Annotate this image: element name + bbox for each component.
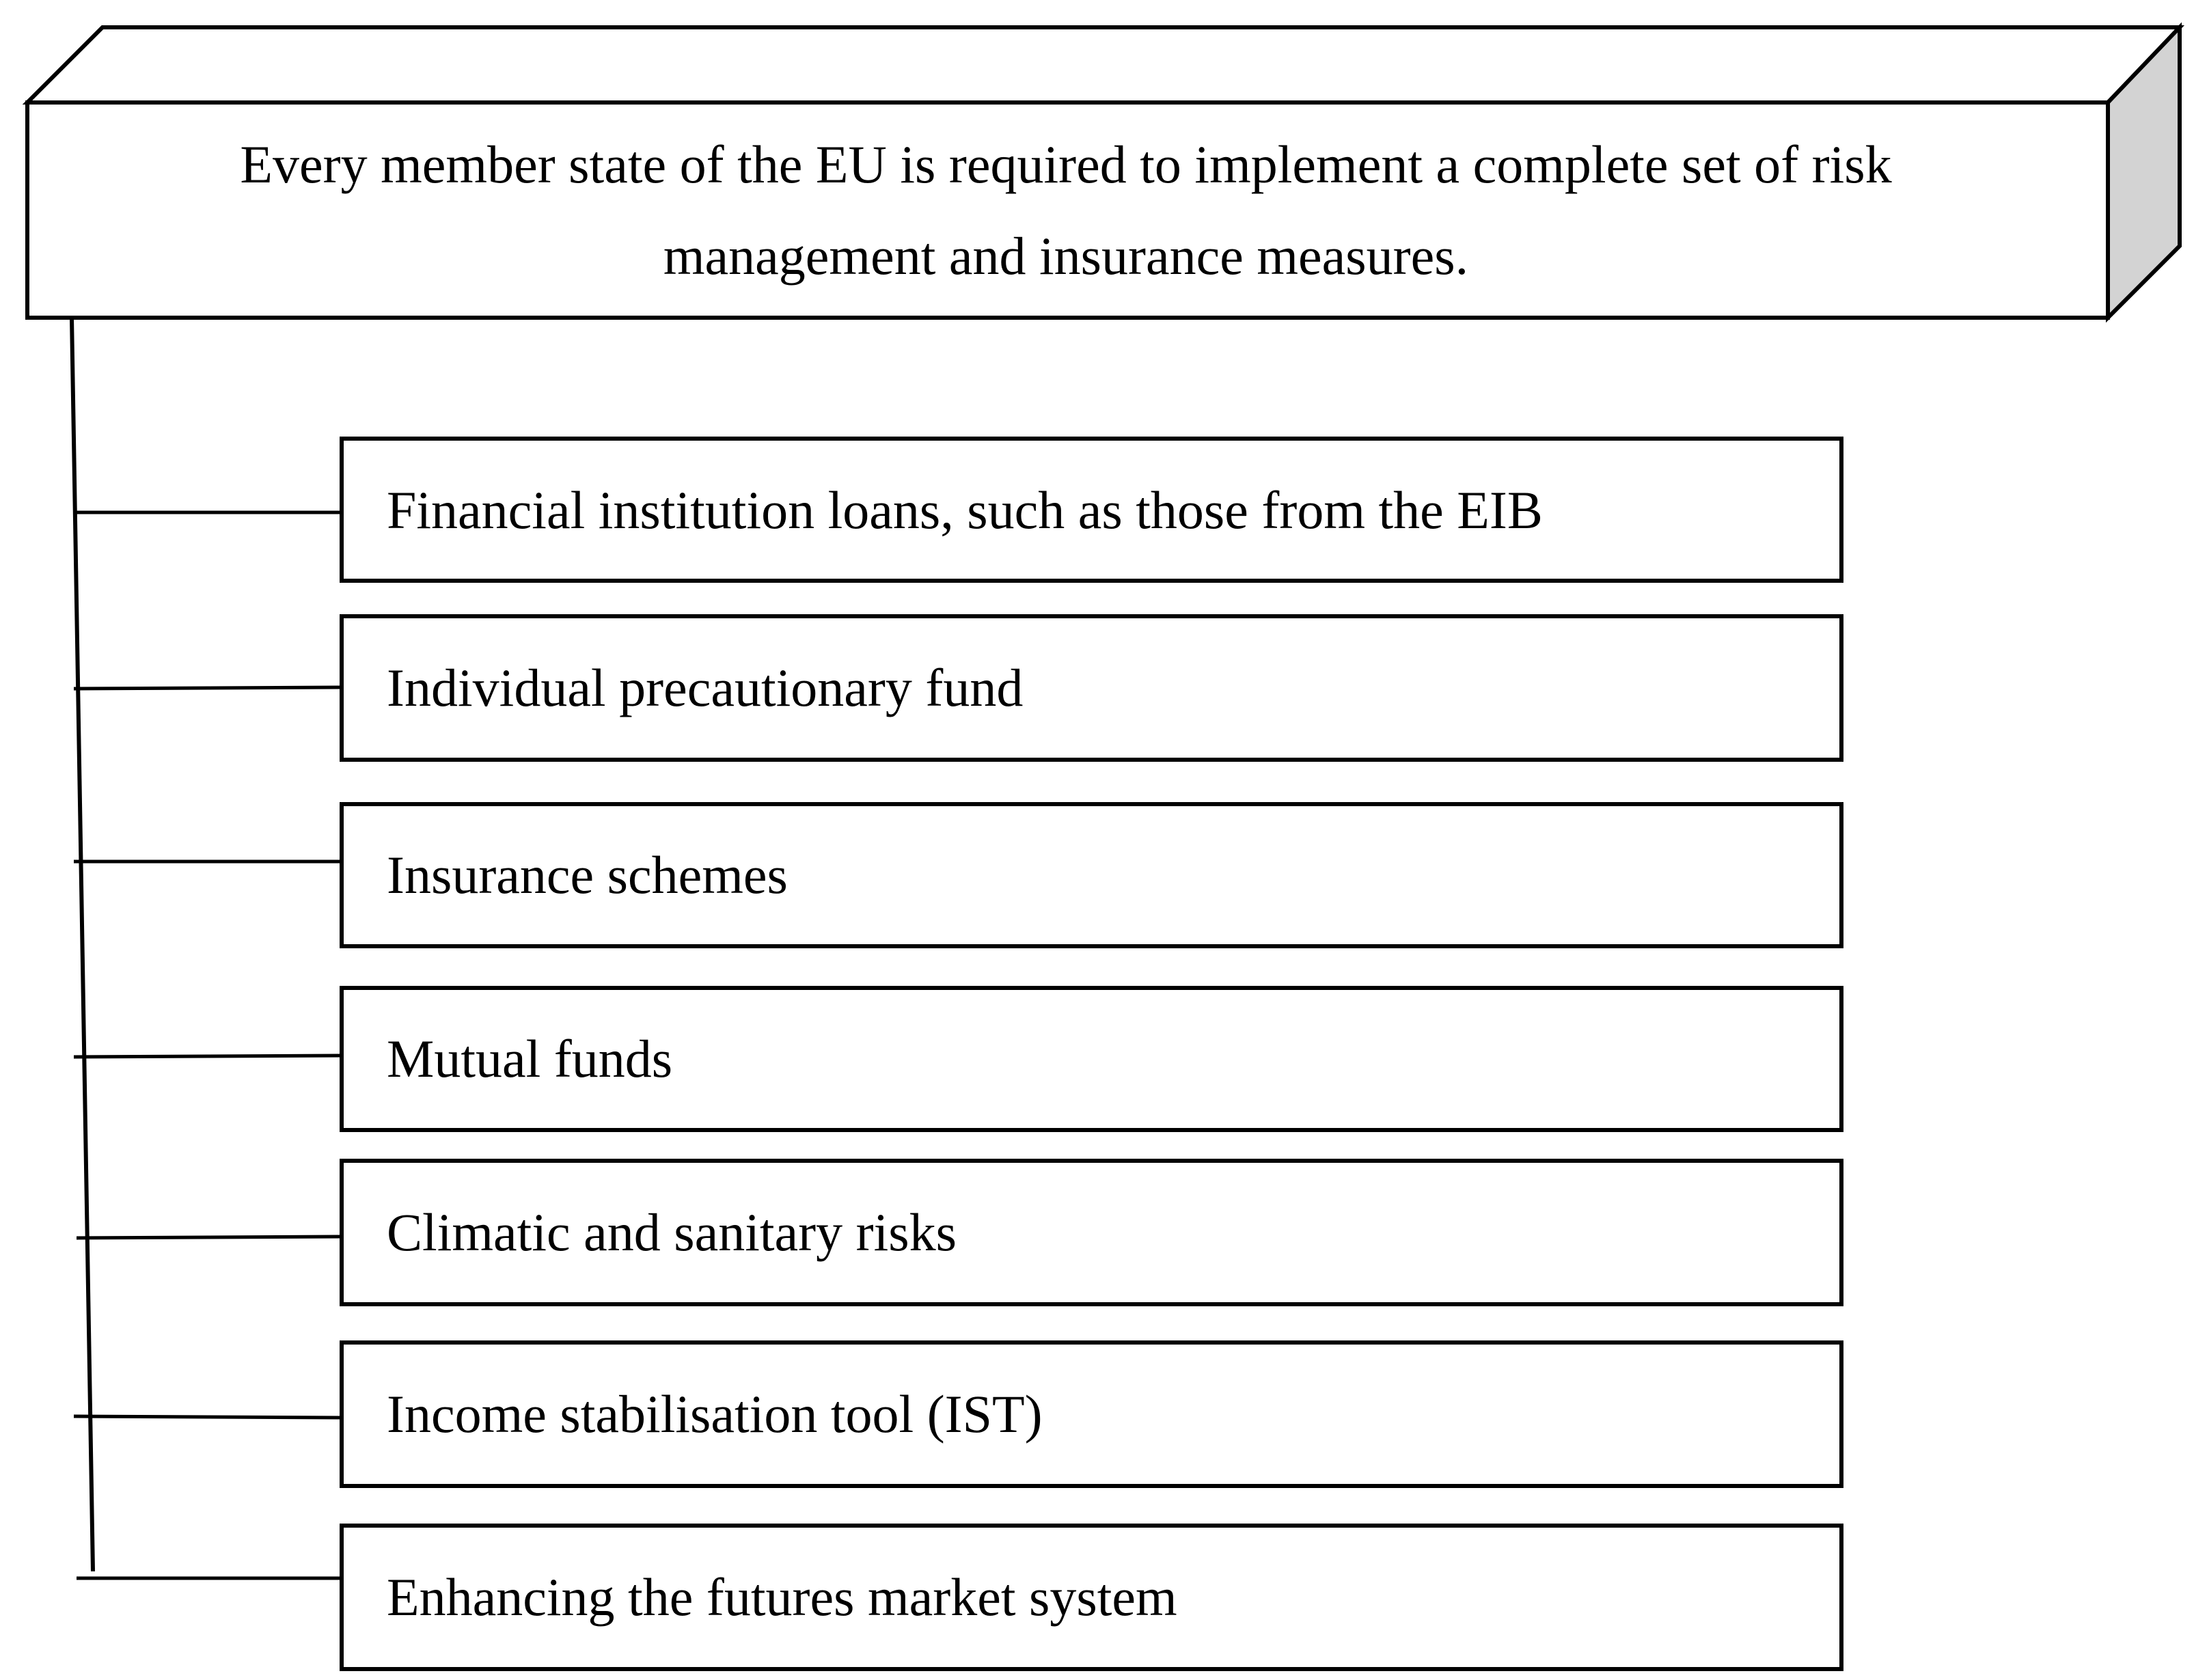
item-label-climatic-risks: Climatic and sanitary risks (387, 1202, 957, 1262)
item-label-precautionary-fund: Individual precautionary fund (387, 658, 1024, 717)
item-label-eib-loans: Financial institution loans, such as those from the EIB (387, 480, 1543, 540)
item-label-mutual-funds: Mutual funds (387, 1029, 673, 1088)
branch-connector (74, 1416, 342, 1418)
branch-connector (77, 1237, 342, 1238)
trunk-connector (72, 318, 93, 1571)
branch-connector (74, 687, 342, 689)
header-line-1: Every member state of the EU is required to implement a complete set of risk (240, 134, 1892, 194)
header-line-2: management and insurance measures. (663, 225, 1469, 286)
branch-connector (74, 1056, 342, 1057)
item-label-insurance-schemes: Insurance schemes (387, 845, 788, 905)
header-statement (27, 102, 2104, 318)
header-box-top-face (27, 27, 2180, 102)
item-label-futures-market: Enhancing the futures market system (387, 1567, 1177, 1627)
item-label-ist: Income stabilisation tool (IST) (387, 1384, 1043, 1444)
